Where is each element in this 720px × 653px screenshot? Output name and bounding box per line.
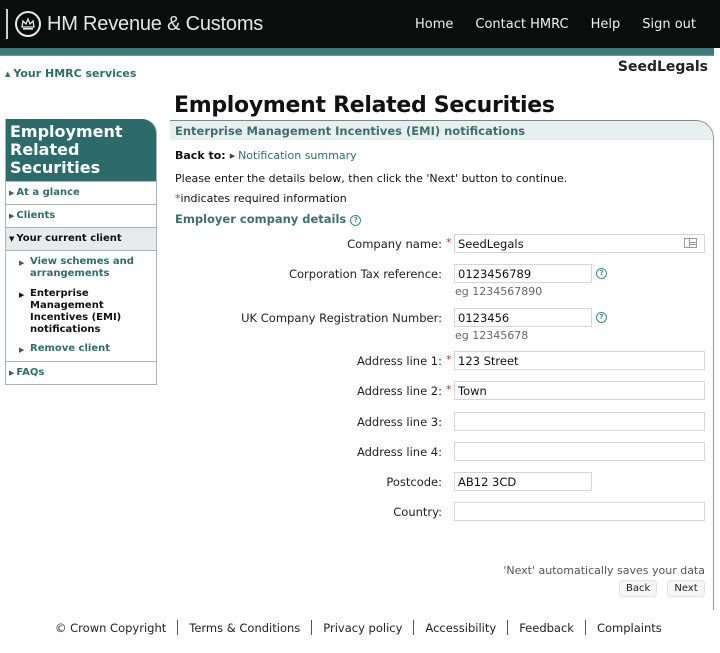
triangle-right-icon: ▶ — [229, 152, 236, 160]
sidebar-item-at-a-glance[interactable]: ▶ At a glance — [6, 181, 156, 204]
nav-help[interactable]: Help — [590, 17, 621, 32]
header-accent-band — [0, 48, 714, 56]
field-row-postcode — [170, 472, 710, 492]
instructions-text: Please enter the details below, then click the 'Next' button to continue. — [175, 172, 568, 185]
company-name-input[interactable] — [454, 234, 705, 253]
sidebar-subitems — [6, 250, 156, 361]
your-hmrc-services-link[interactable]: ▲ Your HMRC services — [5, 67, 137, 80]
field-row-address-line-4 — [170, 442, 710, 462]
corporation-tax-ref-hint: eg 1234567890 — [455, 285, 543, 298]
sidebar-subitem-emi-notifications[interactable]: ▶ Enterprise Management Incentives (EMI) notifications — [19, 288, 122, 335]
address-line-1-label: Address line 1: — [356, 354, 442, 368]
nav-contact-hmrc[interactable]: Contact HMRC — [475, 17, 569, 32]
triangle-right-icon: ▶ — [9, 369, 15, 377]
sidebar-item-clients[interactable]: ▶ Clients — [6, 204, 156, 227]
notification-summary-link[interactable]: Notification summary — [238, 149, 357, 162]
address-line-4-label: Address line 4: — [356, 445, 442, 459]
sidebar-item-faqs[interactable]: ▶ FAQs — [6, 361, 156, 384]
company-registration-number-input[interactable] — [454, 308, 592, 327]
required-marker: * — [446, 236, 452, 249]
nav-sign-out[interactable]: Sign out — [642, 17, 696, 32]
address-line-4-input[interactable] — [454, 442, 705, 461]
company-registration-number-hint: eg 12345678 — [455, 329, 529, 342]
company-registration-number-label: UK Company Registration Number: — [241, 311, 442, 325]
field-row-country — [170, 502, 710, 522]
field-row-company-registration-number — [170, 308, 710, 342]
help-icon[interactable]: ? — [350, 215, 361, 226]
breadcrumb — [175, 149, 357, 162]
back-button[interactable]: Back — [619, 580, 657, 597]
address-line-3-label: Address line 3: — [356, 415, 442, 429]
field-row-corporation-tax-ref — [170, 264, 710, 298]
required-marker: * — [446, 383, 452, 396]
site-header — [0, 0, 720, 48]
required-marker: * — [175, 192, 181, 205]
country-label: Country: — [393, 505, 442, 519]
triangle-up-icon: ▲ — [5, 70, 11, 78]
hmrc-logo[interactable] — [6, 9, 263, 39]
back-to-label: Back to: — [175, 149, 226, 162]
footer-link-privacy[interactable]: Privacy policy — [323, 620, 403, 635]
help-icon[interactable]: ? — [596, 312, 607, 323]
footer-divider — [507, 620, 508, 635]
corporation-tax-ref-label: Corporation Tax reference: — [288, 267, 442, 281]
account-name: SeedLegals — [617, 59, 708, 75]
field-row-company-name — [170, 234, 710, 254]
sidebar-title: Employment Related Securities — [6, 119, 156, 181]
sidebar-subitem-view-schemes[interactable]: ▶ View schemes and arrangements — [19, 256, 134, 279]
address-line-3-input[interactable] — [454, 412, 705, 431]
address-line-2-input[interactable] — [454, 381, 705, 400]
logo-divider — [6, 9, 8, 39]
field-row-address-line-2 — [170, 381, 710, 401]
footer-divider — [311, 620, 312, 635]
nav-home[interactable]: Home — [415, 17, 454, 32]
next-button[interactable]: Next — [667, 580, 705, 597]
footer-divider — [177, 620, 178, 635]
site-footer — [55, 620, 662, 635]
footer-link-complaints[interactable]: Complaints — [596, 620, 662, 635]
postcode-label: Postcode: — [386, 475, 442, 489]
footer-divider — [585, 620, 586, 635]
crown-crest-icon — [15, 11, 41, 37]
panel-title: Enterprise Management Incentives (EMI) notifications — [175, 124, 526, 138]
header-nav — [415, 17, 696, 32]
triangle-right-icon: ▶ — [19, 291, 25, 299]
triangle-right-icon: ▶ — [9, 212, 15, 220]
footer-link-terms[interactable]: Terms & Conditions — [189, 620, 301, 635]
required-marker: * — [446, 353, 452, 366]
triangle-right-icon: ▶ — [19, 346, 25, 354]
field-row-address-line-3 — [170, 412, 710, 432]
autosave-note: 'Next' automatically saves your data — [503, 564, 705, 577]
footer-link-accessibility[interactable]: Accessibility — [425, 620, 497, 635]
address-line-1-input[interactable] — [454, 351, 705, 370]
crown-copyright: © Crown Copyright — [55, 620, 167, 635]
corporation-tax-ref-input[interactable] — [454, 264, 592, 283]
required-note: *indicates required information — [175, 192, 347, 205]
triangle-down-icon: ▼ — [9, 235, 15, 243]
country-input[interactable] — [454, 502, 705, 521]
sidebar-subitem-remove-client[interactable]: ▶ Remove client — [19, 343, 111, 354]
help-icon[interactable]: ? — [596, 268, 607, 279]
section-title-employer-details: Employer company details ? — [175, 212, 361, 226]
logo-text: HM Revenue & Customs — [47, 12, 264, 35]
sidebar-item-your-current-client[interactable]: ▼ Your current client — [6, 227, 156, 250]
panel-header — [170, 121, 713, 140]
sidebar — [5, 119, 157, 385]
triangle-right-icon: ▶ — [19, 259, 25, 267]
field-row-address-line-1 — [170, 351, 710, 371]
page-title: Employment Related Securities — [174, 93, 555, 118]
company-name-label: Company name: — [347, 237, 442, 251]
triangle-right-icon: ▶ — [9, 189, 15, 197]
footer-divider — [413, 620, 414, 635]
postcode-input[interactable] — [454, 472, 592, 491]
footer-link-feedback[interactable]: Feedback — [519, 620, 574, 635]
address-line-2-label: Address line 2: — [356, 384, 442, 398]
contact-card-icon[interactable] — [684, 238, 697, 248]
